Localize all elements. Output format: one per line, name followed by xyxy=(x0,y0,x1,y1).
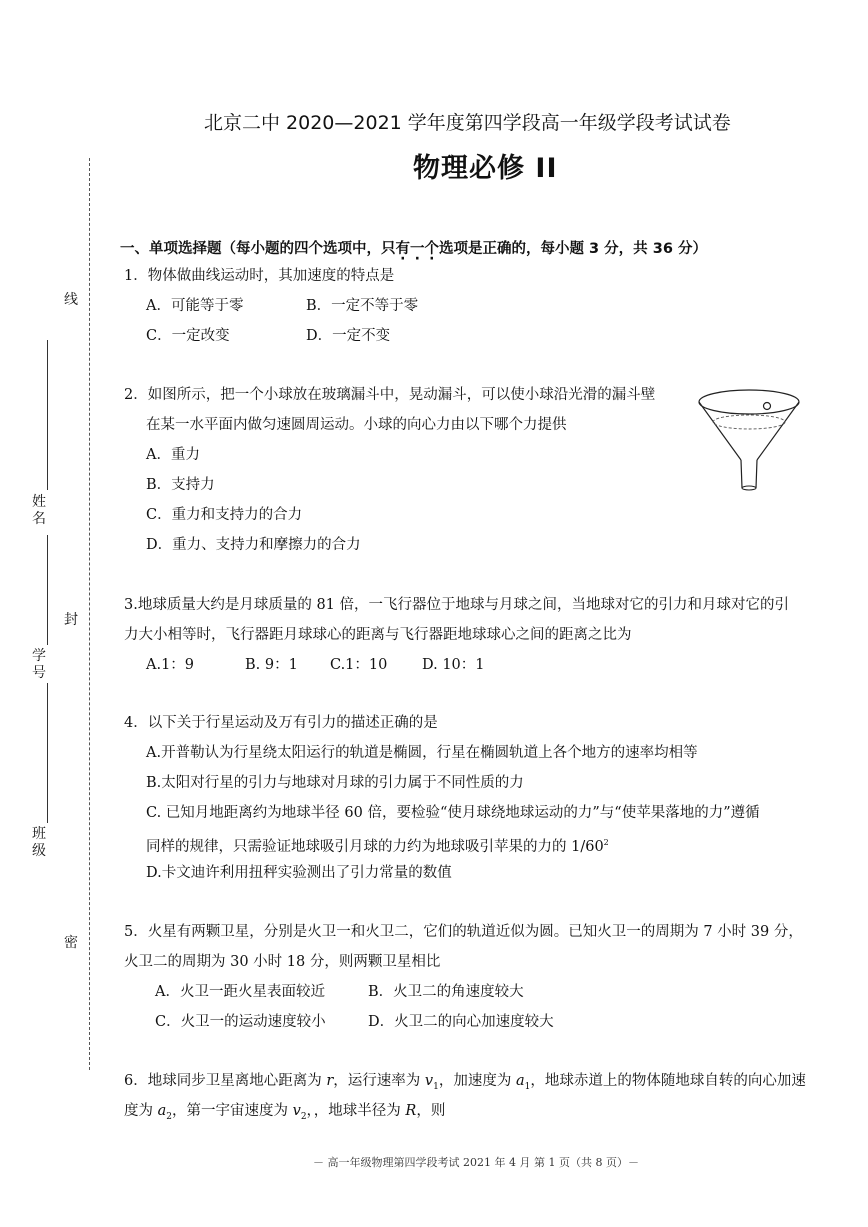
section-heading: 一、单项选择题（每小题的四个选项中，只有一个选项是正确的，每小题 3 分，共 36 分） xyxy=(120,241,707,257)
binding-mark-mi: 密 xyxy=(64,935,78,951)
q2-stem-line1: 2．如图所示，把一个小球放在玻璃漏斗中，晃动漏斗，可以使小球沿光滑的漏斗壁 xyxy=(124,387,656,403)
q2-option-c: C．重力和支持力的合力 xyxy=(146,507,303,523)
subject-title: 物理必修 II xyxy=(413,153,558,184)
funnel-figure xyxy=(694,382,804,492)
q3-option-c: C.1：10 xyxy=(330,657,388,673)
q3-option-b: B. 9：1 xyxy=(245,657,298,673)
q5-stem-line1: 5．火星有两颗卫星，分别是火卫一和火卫二，它们的轨道近似为圆。已知火卫一的周期为 7 小时 39 分， xyxy=(124,924,803,940)
q5-option-d: D．火卫二的向心加速度较大 xyxy=(368,1014,554,1030)
q4-option-c-line2: 同样的规律，只需验证地球吸引月球的力约为地球吸引苹果的力的 $1/60^2$ xyxy=(146,838,609,855)
name-field-label: 姓名 xyxy=(32,494,46,527)
q3-stem-line2: 力大小相等时，飞行器距月球球心的距离与飞行器距地球球心之间的距离之比为 xyxy=(124,627,632,643)
name-field-line xyxy=(47,340,48,490)
q5-option-c: C．火卫一的运动速度较小 xyxy=(155,1014,326,1030)
q2-option-b: B．支持力 xyxy=(146,477,215,493)
binding-dashed-line xyxy=(89,158,90,1070)
q6-stem-line1: 6．地球同步卫星离地心距离为 r，运行速率为 $v_1$，加速度为 $a_1$，地球赤道上的物体随地球自转的向心加速 xyxy=(124,1073,806,1092)
q3-stem-line1: 3.地球质量大约是月球质量的 81 倍，一飞行器位于地球与月球之间，当地球对它的引力和月球对它的引 xyxy=(124,597,789,613)
page-footer: － 高一年级物理第四学段考试 2021 年 4 月 第 1 页（共 8 页）－ xyxy=(313,1156,639,1169)
q1-option-d: D．一定不变 xyxy=(306,328,391,344)
q5-option-b: B．火卫二的角速度较大 xyxy=(368,984,524,1000)
class-field-label: 班级 xyxy=(32,826,46,859)
q3-option-d: D. 10：1 xyxy=(422,657,485,673)
exam-title: 北京二中 2020—2021 学年度第四学段高一年级学段考试试卷 xyxy=(204,112,731,134)
q4-option-c-line1: C. 已知月地距离约为地球半径 60 倍，要检验“使月球绕地球运动的力”与“使苹果落地的力”遵循 xyxy=(146,805,760,821)
q6-stem-line2: 度为 $a_2$，第一宇宙速度为 $v_2$，，地球半径为 R，则 xyxy=(124,1103,446,1122)
q4-option-a: A.开普勒认为行星绕太阳运行的轨道是椭圆，行星在椭圆轨道上各个地方的速率均相等 xyxy=(146,745,698,761)
q1-option-b: B．一定不等于零 xyxy=(306,298,419,314)
id-field-line xyxy=(47,535,48,645)
q2-option-a: A．重力 xyxy=(146,447,200,463)
q4-option-d: D.卡文迪许利用扭秤实验测出了引力常量的数值 xyxy=(146,865,452,881)
q1-option-c: C．一定改变 xyxy=(146,328,230,344)
q1-option-a: A．可能等于零 xyxy=(146,298,244,314)
binding-mark-feng: 封 xyxy=(64,612,78,628)
q2-stem-line2: 在某一水平面内做匀速圆周运动。小球的向心力由以下哪个力提供 xyxy=(146,417,567,433)
binding-mark-xian: 线 xyxy=(64,292,78,308)
q4-option-b: B.太阳对行星的引力与地球对月球的引力属于不同性质的力 xyxy=(146,775,524,791)
q2-option-d: D．重力、支持力和摩擦力的合力 xyxy=(146,537,361,553)
q1-stem: 1．物体做曲线运动时，其加速度的特点是 xyxy=(124,268,395,284)
q3-option-a: A.1：9 xyxy=(146,657,195,673)
q5-option-a: A．火卫一距火星表面较近 xyxy=(155,984,325,1000)
id-field-label: 学号 xyxy=(32,648,46,681)
q5-stem-line2: 火卫二的周期为 30 小时 18 分，则两颗卫星相比 xyxy=(124,954,441,970)
class-field-line xyxy=(47,683,48,823)
q4-stem: 4．以下关于行星运动及万有引力的描述正确的是 xyxy=(124,715,438,731)
